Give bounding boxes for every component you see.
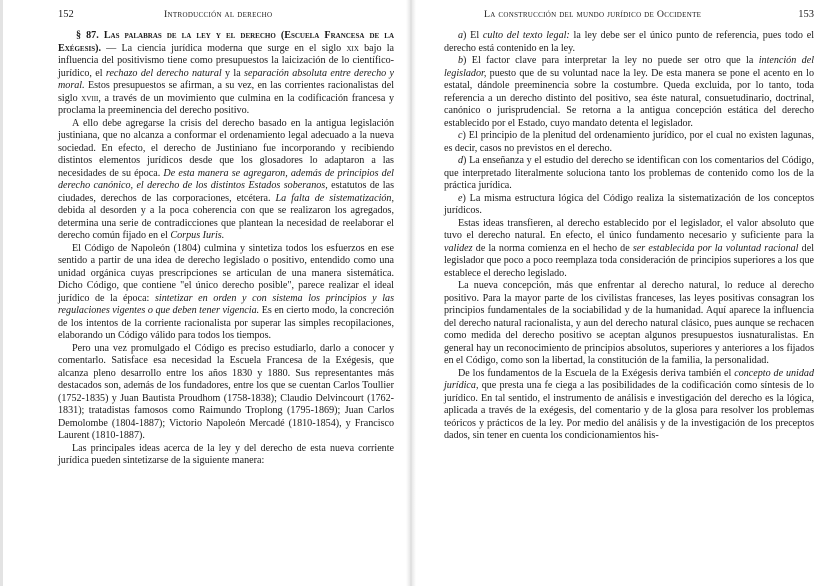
text-run: Las palabras de la ley y el derecho (Escuela Francesa de la Exégesis).	[58, 30, 395, 54]
left-page-body	[58, 30, 394, 468]
text-run: A ello debe agregarse la crisis del derecho basado en la antigua legislación justiniana, que no alcanza a conformar el ordenamiento legal adecuado a la nueva sociedad. En efecto, el derecho de Justiniano fue incorporando y recibiendo distintos elementos jurídicos desde que los glosadores lo adaptaron a las necesidades de su época.	[58, 117, 394, 179]
page-number: 153	[798, 9, 814, 20]
text-run: La nueva concepción, más que enfrentar al derecho natural, lo reduce al derecho positivo. Para la mayor parte de los civilistas franceses, las leyes positivas consagran los principios fundamentales de la sociabilidad y de la humanidad. Aquí aparece la influencia del derecho natural racionalista, y aun del derecho natural clásico, pues aunque se rechacen como medida del derecho positivo se aceptan algunos presupuestos iusnaturalistas. En general hay un reconocimiento de principios absolutos, superiores y anteriores a los fijados en el Código, como son la libertad, la constitución de la familia, la personalidad.	[444, 280, 814, 366]
text-run: xviii	[81, 92, 99, 104]
right-page	[414, 0, 828, 586]
text-run: separación absoluta entre derecho y moral.	[58, 67, 395, 91]
text-run: y la	[221, 67, 245, 79]
text-run: e	[458, 192, 463, 204]
left-page	[0, 0, 408, 586]
text-run: de la norma comienza en el hecho de	[472, 242, 633, 254]
text-run: a	[458, 30, 464, 41]
list-item	[444, 55, 814, 130]
paragraph	[58, 118, 394, 243]
list-item	[444, 193, 814, 218]
paragraph	[444, 368, 814, 443]
text-run: La falta de sistematización,	[275, 192, 394, 204]
text-run: que presta una fe ciega a las posibilidades de la codificación como síntesis de lo jurídico. En tal sentido, el instrumento de análisis e investigación del derecho es la lógica, aplicada a través de la exégesis, del comentario y de la glosa para resolver los problemas teóricos y prácticos de la ley. Por medio del análisis y de la investigación de los preceptos dados, sin tener en cuenta los condicionamientos his-	[444, 380, 814, 441]
list-item	[444, 155, 814, 193]
text-run: ) El principio de la plenitud del ordenamiento jurídico, por el cual no existen lagunas, es decir, casos no previstos en el derecho.	[444, 130, 814, 154]
text-run: debida al desorden y a la poca coherencia con que se realizaron los agregados, determina una serie de contradicciones que plantean la necesidad de reelaborar el derecho común fijado en el	[58, 205, 394, 241]
paragraph	[444, 280, 814, 368]
text-run: xix	[346, 42, 359, 54]
text-run: ) La misma estructura lógica del Código realiza la sistematización de los conceptos jurídicos.	[444, 192, 814, 216]
paragraph	[58, 243, 394, 343]
text-run: Pero una vez promulgado el Código es preciso estudiarlo, darlo a conocer y comentarlo. Satisface esa necesidad la Escuela Francesa de la Exégesis, que alcanza pleno desarrollo entre los años 1830 y 1880. Sus representantes más destacados son, además de los fundadores, entre los que se cuentan Carlos Toullier (1752-1835) y Juan Bautista Proudhom (1758-1838); Claudio Delvincourt (1762-1831); tratadistas famosos como Raimundo Troplong (1795-1869); Juan Carlos Demolombe (1804-1887); Victorio Napoleón Mercadé (1810-1854), y Francisco Laurent (1810-1887).	[58, 342, 394, 441]
text-run: b	[458, 55, 464, 66]
paragraph	[58, 443, 394, 468]
text-run: ) El	[463, 30, 483, 41]
text-run: d	[458, 155, 464, 166]
text-run: — La ciencia jurídica moderna que surge en el siglo	[100, 42, 347, 54]
text-run: Es en cierto modo, la concreción de los intentos de la corriente racionalista por superar las simples recopilaciones, elaborando un Código válido para todos los tiempos.	[58, 305, 394, 341]
page-edge-shadow	[0, 0, 3, 586]
text-run: rechazo del derecho natural	[105, 67, 222, 79]
text-run: Estas ideas transfieren, al derecho establecido por el legislador, el valor absoluto que tuvo el derecho natural. En efecto, el único fundamento necesario y suficiente para la	[444, 217, 814, 241]
text-run: Estos presupuestos se afirman, a su vez, en las corrientes racionalistas del siglo	[58, 80, 394, 104]
text-run: estatutos de las ciudades, derechos de las corporaciones, etcétera.	[58, 180, 394, 204]
text-run: la ley debe ser el único punto de referencia, pues todo el derecho está contenido en la ley.	[444, 30, 814, 54]
text-run: § 87.	[76, 30, 104, 41]
list-item	[444, 30, 814, 55]
text-run: Las principales ideas acerca de la ley y del derecho de esta nueva corriente jurídica pueden sintetizarse de la siguiente manera:	[58, 442, 394, 466]
text-run: intención del legislador,	[444, 55, 814, 79]
paragraph	[444, 218, 814, 281]
text-run: bajo la influencia del positivismo tiene como presupuestos la laicización de lo científico-jurídico, el	[58, 42, 394, 79]
right-page-body	[444, 30, 814, 443]
text-run: De esta manera se agregaron, además de principios del derecho canónico, el derecho de los distintos Estados soberanos,	[58, 167, 394, 191]
text-run: puesto que de su voluntad nace la ley. De esta manera se pone el acento en lo estatal, dándole preeminencia sobre la costumbre. Queda excluida, por lo tanto, toda referencia a un derecho distinto del positivo, sea éste natural, consuetudinario, doctrinal, canónico o jurisprudencial. Se retorna a la antigua concepción estática del derecho establecido por el Estado, cuyo mandato detenta el legislador.	[444, 67, 814, 129]
text-run: concepto de unidad jurídica,	[444, 367, 814, 391]
text-run: El Código de Napoleón (1804) culmina y sintetiza todos los esfuerzos en ese sentido a partir de una idea de derecho legislado o positivo, entendido como una unidad orgánica cuyas prescripciones se articulan de una manera sistemática. Dicho Código, que contiene "el único derecho posible", parece realizar el ideal jurídico de la época:	[58, 242, 394, 304]
text-run: ser establecida por la voluntad racional	[632, 242, 799, 254]
text-run: Corpus Iuris.	[170, 230, 225, 241]
text-run: sintetizar en orden y con sistema los principios y las regulaciones vigentes o que deben tener vigencia.	[58, 292, 394, 316]
paragraph	[58, 343, 394, 443]
text-run: , a través de un movimiento que culmina en la codificación francesa y proclama la preeminencia del derecho positivo.	[58, 92, 394, 116]
page-number: 152	[58, 9, 74, 20]
paragraph	[58, 30, 394, 118]
text-run: culto del texto legal:	[482, 30, 570, 41]
text-run: validez	[444, 242, 473, 254]
text-run: ) El factor clave para interpretar la ley no puede ser otro que la	[463, 55, 759, 66]
running-head: La construcción del mundo jurídico de Occidente	[484, 9, 702, 20]
text-run: De los fundamentos de la Escuela de la Exégesis deriva también el	[458, 367, 735, 379]
running-head: Introducción al derecho	[164, 9, 273, 20]
text-run: del legislador que poco a poco reemplaza toda consideración de principios superiores a los que establece el derecho legislado.	[444, 242, 814, 279]
text-run: ) La enseñanza y el estudio del derecho se identifican con los comentarios del Código, que interpretado literalmente soluciona tanto los problemas de contenido como los de la práctica jurídica.	[444, 155, 814, 191]
text-run: c	[458, 130, 463, 141]
list-item	[444, 130, 814, 155]
